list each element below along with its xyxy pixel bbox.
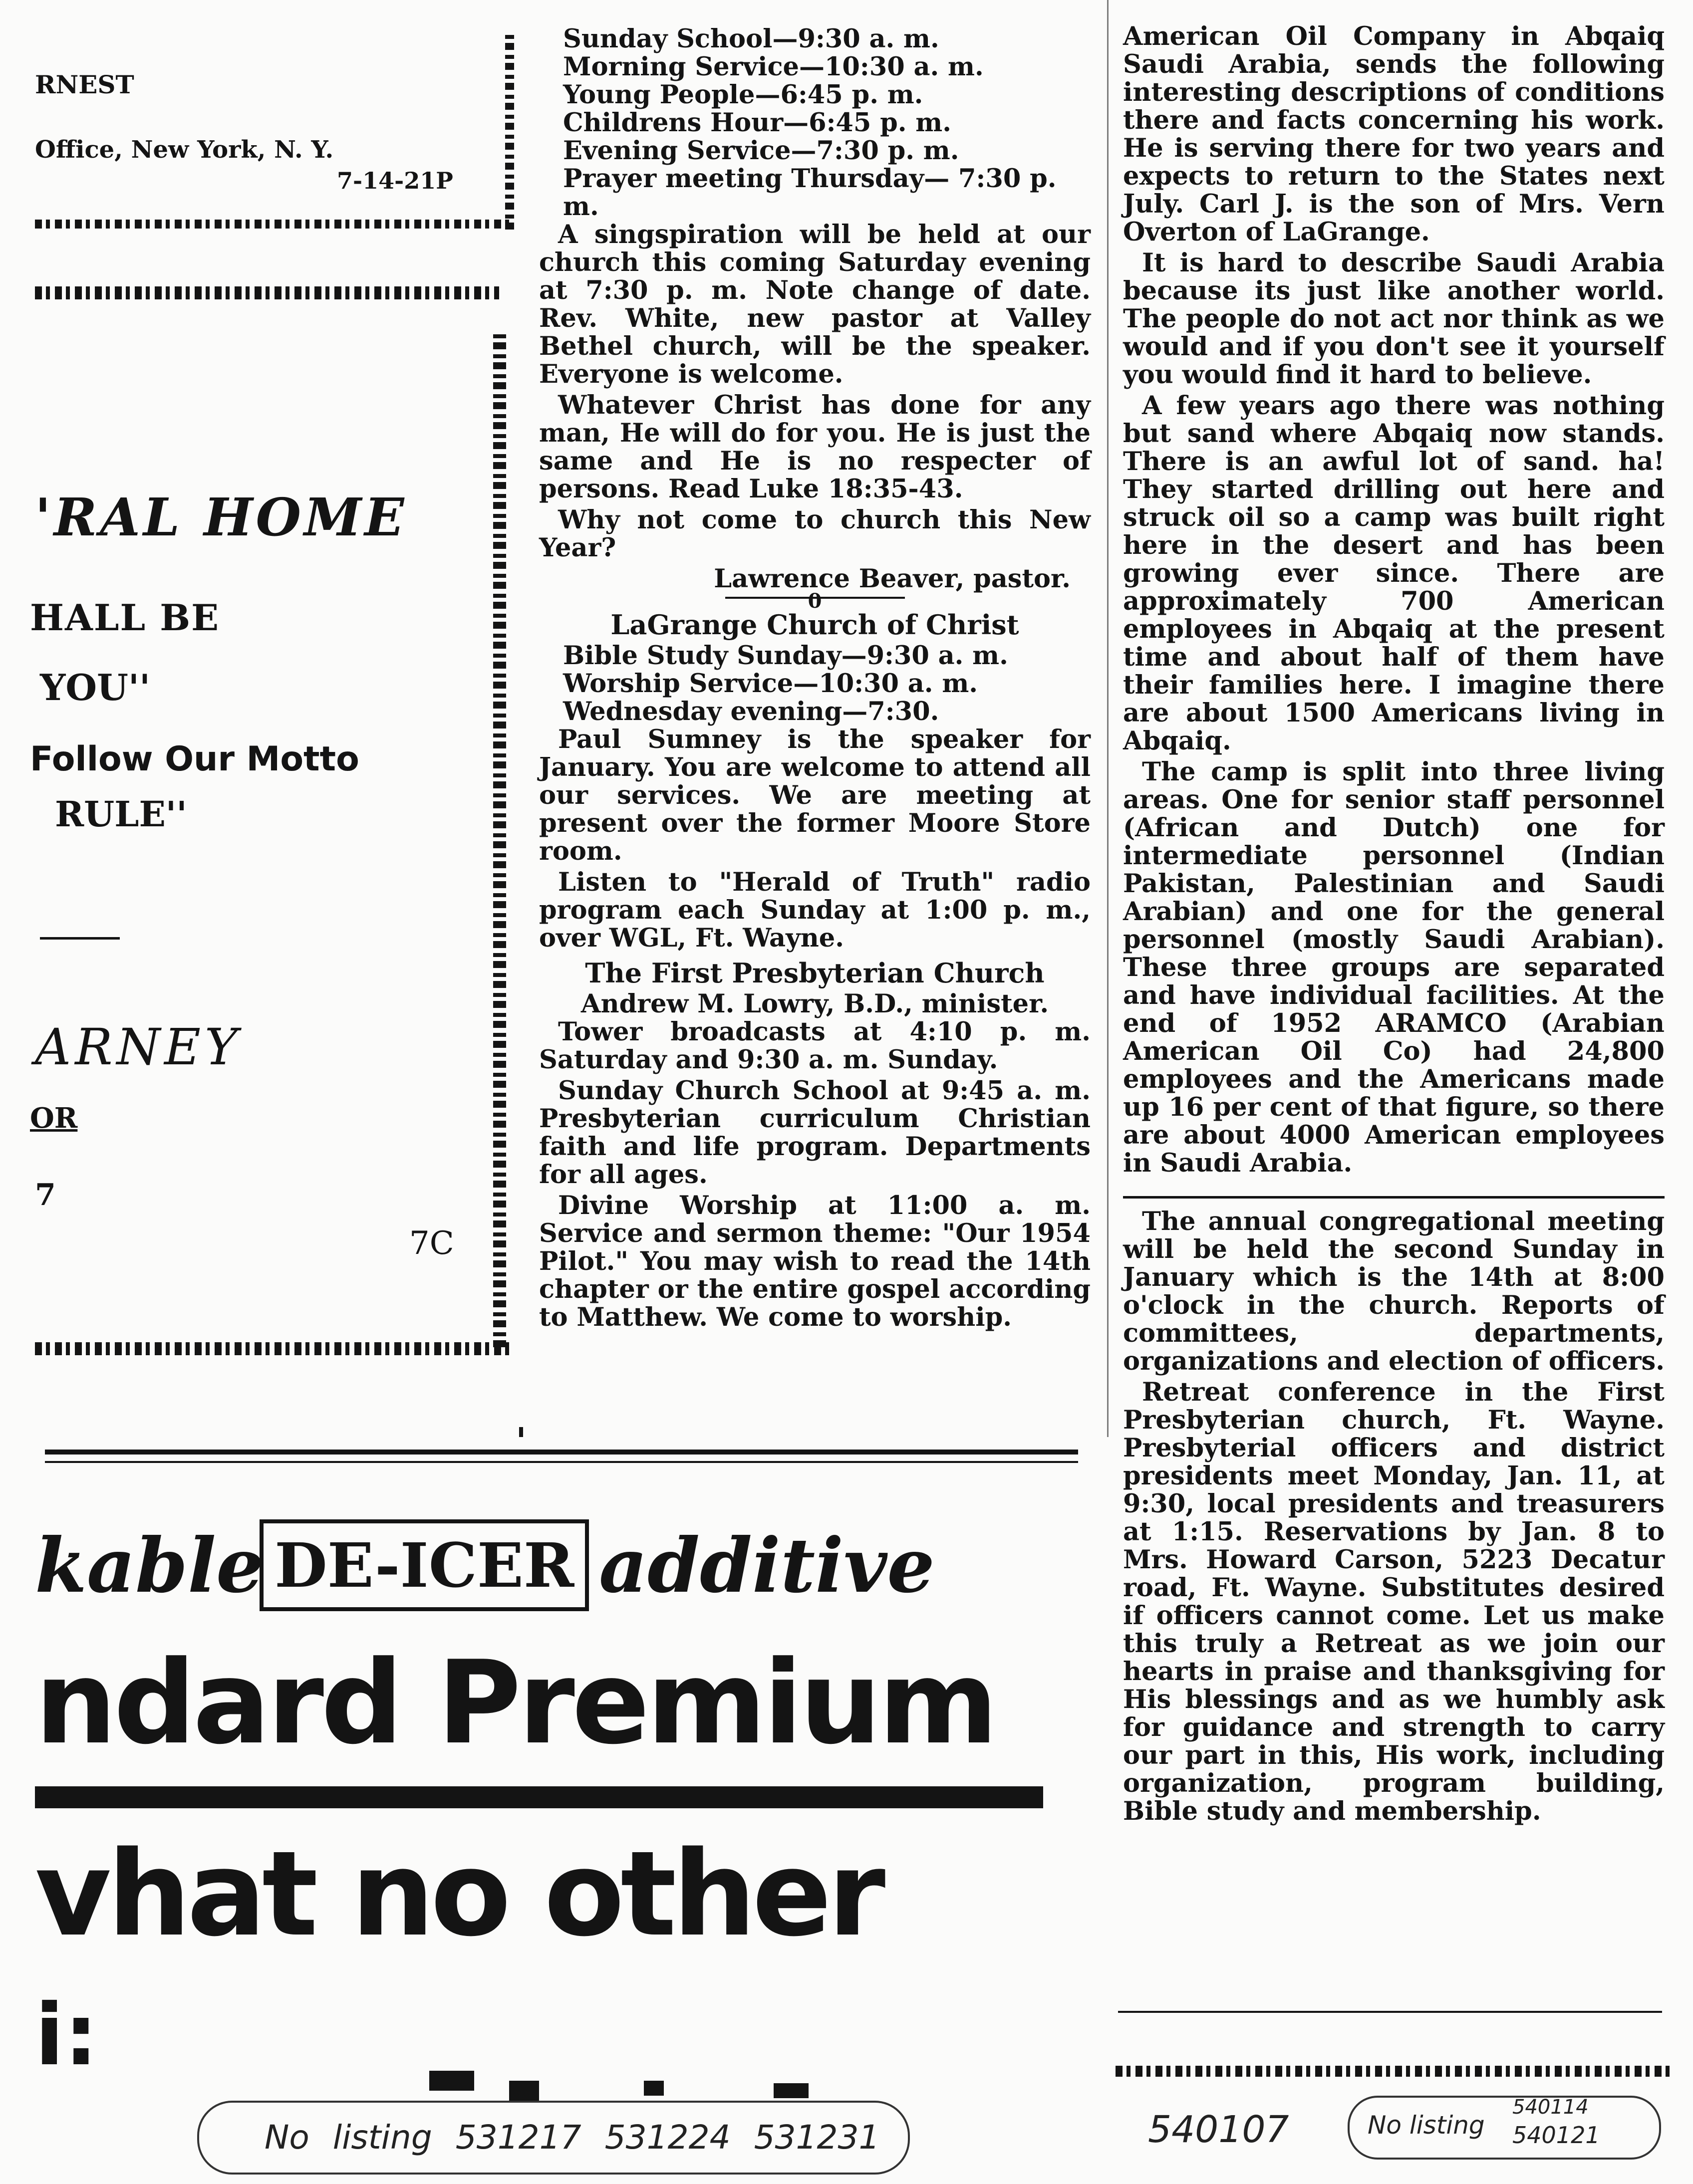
ad-bottom-blot <box>509 2081 539 2101</box>
frame-top-border <box>35 286 499 299</box>
frame-bottom-border <box>35 1342 509 1355</box>
ad-arney-heading: ARNEY <box>35 1018 242 1076</box>
schedule-item: Childrens Hour—6:45 p. m. <box>563 108 952 138</box>
ad-bottom-fragment: i: <box>35 1986 98 2085</box>
ad-premium-headline: ndard Premium <box>35 1637 995 1770</box>
speaker-paragraph: Paul Sumney is the speaker for January. You are welcome to attend all our services. We are meeting at present over the former Moore Store room. <box>539 725 1091 866</box>
tower-paragraph: Tower broadcasts at 4:10 p. m. Saturday and 9:30 a. m. Sunday. <box>539 1017 1091 1075</box>
letter-intro-paragraph: American Oil Company in Abqaiq Saudi Arabia, sends the following interesting descriptions of conditions there and facts concerning his work. He is serving there for two years and expects to return to the States next July. Carl J. is the son of Mrs. Vern Overton of LaGrange. <box>1123 21 1665 247</box>
ad-motto-line: Follow Our Motto <box>30 739 359 779</box>
right-column-end-rule <box>1118 2011 1662 2013</box>
schedule-item: Prayer meeting Thursday— 7:30 p. m. <box>563 164 1057 222</box>
ad-additive-text: additive <box>599 1522 935 1610</box>
retreat-conference-paragraph: Retreat conference in the First Presbyterian church, Ft. Wayne. Presbyterial officers and district presidents meet Monday, Jan. 11, at 9:30, local presidents and treasurers at 1:15. Reservations by Jan. 8 to Mrs. Howard Carson, 5223 Decatur road, Ft. Wayne. Substitutes desired if officers cannot come. Let us make this truly a Retreat as we join our hearts in praise and thanksgiving for His blessings and as we humbly ask for guidance and strength to carry our part in this, His work, including organization, program building, Bible study and membership. <box>1123 1377 1665 1826</box>
minister-line: Andrew M. Lowry, B.D., minister. <box>580 989 1049 1019</box>
ad-kable-text: kable <box>35 1522 264 1610</box>
letter-paragraph-sand: A few years ago there was nothing but sand where Abqaiq now stands. There is an awful lot of sand. ha! They started drilling out here and struck oil so a camp was built right here in the desert and has been growing ever since. There are approximately 700 American employees in Abqaiq at the present time and about half of them have their families here. I imagine there are about 1500 Americans living in Abqaiq. <box>1123 391 1665 756</box>
schedule-item: Evening Service—7:30 p. m. <box>563 136 959 166</box>
frame-right-border <box>493 329 506 1347</box>
ad-topline: RNEST <box>35 70 134 99</box>
letter-paragraph-camp: The camp is split into three living areas. One for senior staff personnel (African and Dutch) one for intermediate personnel (Indian Pakistan, Palestinian and Saudi Arabian) and one for the general personnel (mostly Saudi Arabian). These three groups are separated and have individual facilities. At the end of 1952 ARAMCO (Arabian American Oil Co) had 24,800 employees and the Americans made up 16 per cent of that figure, so there are about 4000 American employees in Saudi Arabia. <box>1123 757 1665 1178</box>
right-column <box>1123 22 1665 1828</box>
middle-column <box>539 25 1091 1334</box>
ad-mid-rule <box>35 1786 1043 1808</box>
schedule-item: Sunday School—9:30 a. m. <box>563 24 939 54</box>
ad-number: 7 <box>35 1178 56 1213</box>
pastor-signature: Lawrence Beaver, pastor. <box>714 564 1071 594</box>
church-schedule <box>539 25 1091 221</box>
church-of-christ-heading: LaGrange Church of Christ <box>610 609 1019 641</box>
ad-bottom-blot <box>774 2083 809 2098</box>
middle-left-column-rule <box>519 1427 523 1437</box>
christ-schedule-item: Worship Service—10:30 a. m. <box>563 669 978 699</box>
christ-paragraph: Whatever Christ has done for any man, He will do for you. He is just the same and He is no respecter of persons. Read Luke 18:35-43. <box>539 390 1091 504</box>
ad-shall-line: HALL BE <box>30 596 220 639</box>
ad-tc-code: 7C <box>409 1225 454 1262</box>
ad-border-top <box>35 220 514 229</box>
christ-schedule-item: Wednesday evening—7:30. <box>563 697 939 727</box>
ad-or-text: OR <box>30 1102 78 1135</box>
new-year-paragraph: Why not come to church this New Year? <box>539 505 1091 563</box>
section-separator: 0 <box>725 597 905 604</box>
ad-home-heading: 'RAL HOME <box>35 486 407 548</box>
congregational-meeting-paragraph: The annual congregational meeting will be held the second Sunday in January which is the 14th at 8:00 o'clock in the church. Reports of committees, departments, organizations and election of officers. <box>1123 1207 1665 1376</box>
singspiration-paragraph: A singspiration will be held at our church this coming Saturday evening at 7:30 p. m. Note change of date. Rev. White, new pastor at Valley Bethel church, will be the speaker. Everyone is welcome. <box>539 220 1091 389</box>
presbyterian-heading: The First Presbyterian Church <box>585 957 1045 989</box>
left-advertisement <box>0 0 519 1387</box>
handwritten-no-listing-left: No listing 531217 531224 531231 <box>265 2118 880 2157</box>
ad-office-line: Office, New York, N. Y. <box>35 136 334 164</box>
letter-paragraph-describe: It is hard to describe Saudi Arabia because its just like another world. The people do not act nor think as we would and if you don't see it yourself you would find it hard to believe. <box>1123 248 1665 390</box>
schedule-item: Morning Service—10:30 a. m. <box>563 52 984 82</box>
worship-paragraph: Divine Worship at 11:00 a. m. Service and sermon theme: "Our 1954 Pilot." You may wish to read the 14th chapter or the entire gospel according to Matthew. We come to worship. <box>539 1191 1091 1332</box>
ad-code: 7-14-21P <box>337 167 453 194</box>
ad-bottom-blot <box>429 2071 474 2091</box>
ad-top-rule-thin <box>45 1461 1078 1463</box>
school-paragraph: Sunday Church School at 9:45 a. m. Presbyterian curriculum Christian faith and life program. Departments for all ages. <box>539 1076 1091 1190</box>
middle-right-column-rule <box>1107 0 1109 1437</box>
bottom-advertisement <box>0 1437 1098 2086</box>
ad-other-headline: vhat no other <box>35 1826 882 1962</box>
ad-divider <box>40 937 120 940</box>
schedule-item: Young People—6:45 p. m. <box>563 80 923 110</box>
handwritten-date: 540107 <box>1148 2108 1289 2151</box>
handwritten-date-b: 540121 <box>1512 2122 1600 2149</box>
handwritten-no-listing-right: No listing <box>1368 2111 1485 2140</box>
ad-top-rule <box>45 1450 1078 1455</box>
ad-rule-line: RULE'' <box>55 793 187 835</box>
radio-paragraph: Listen to "Herald of Truth" radio program each Sunday at 1:00 p. m., over WGL, Ft. Wayne. <box>539 867 1091 953</box>
ad-deicer-box: DE-ICER <box>260 1519 589 1611</box>
ad-you-line: YOU'' <box>40 666 150 709</box>
ad-border-right-top <box>505 30 514 230</box>
christ-schedule-item: Bible Study Sunday—9:30 a. m. <box>563 641 1008 671</box>
right-column-divider <box>1123 1196 1665 1199</box>
right-column-border <box>1116 2066 1670 2077</box>
ad-bottom-blot <box>644 2081 664 2096</box>
handwritten-date-a: 540114 <box>1512 2096 1589 2119</box>
